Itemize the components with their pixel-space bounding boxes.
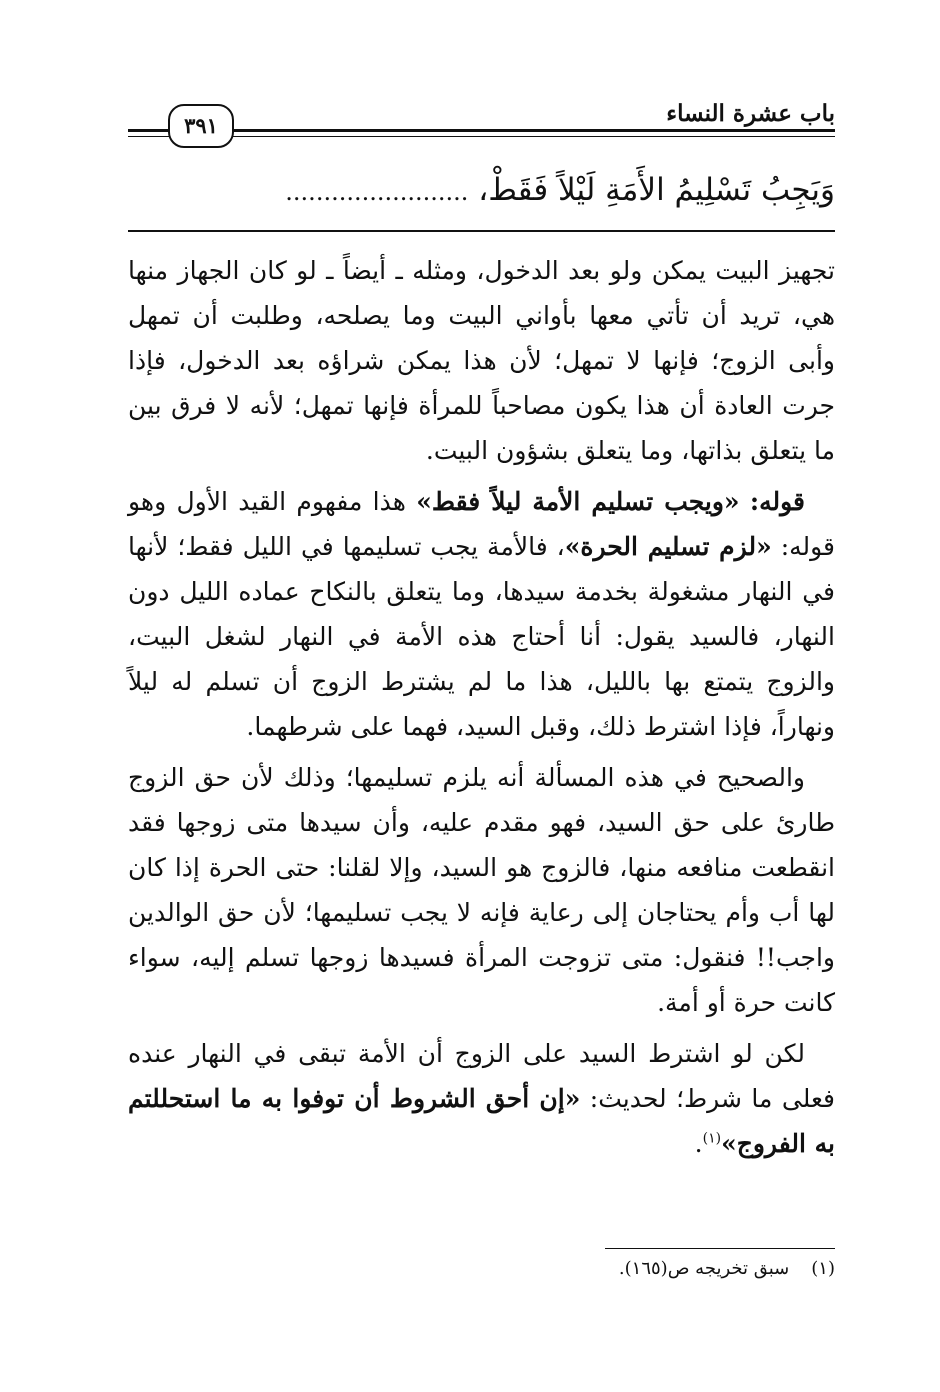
header-rule (232, 129, 835, 132)
paragraph (128, 1031, 835, 1166)
footnote-number: (١) (811, 1258, 835, 1279)
running-title: باب عشرة النساء (666, 100, 835, 127)
paragraph: تجهيز البيت يمكن ولو بعد الدخول، ومثله ـ أيضاً ـ لو كان الجهاز منها هي، تريد أن تأتي معها بأواني البيت وما يصلحه، وطلبت أن تمهل وأبى الزوج؛ فإنها لا تمهل؛ لأن هذا يمكن شراؤه بعد الدخول، فإذا جرت العادة أن هذا يكون مصاحباً للمرأة فإنها تمهل؛ لأنه لا فرق بين ما يتعلق بذاتها، وما يتعلق بشؤون البيت. (128, 256, 835, 465)
paragraph-text: لكن لو اشترط السيد على الزوج أن الأمة تبقى في النهار عنده فعلى ما شرط؛ لحديث: (128, 1039, 835, 1113)
matn-quote: «ويجب تسليم الأمة ليلاً فقط» (416, 487, 740, 516)
body-text (128, 248, 835, 1172)
footnote-text: سبق تخريجه ص(١٦٥). (618, 1258, 790, 1279)
footnote-reference: (١) (702, 1130, 722, 1147)
header-rule-left-thin (128, 136, 170, 137)
matn-text: وَيَجِبُ تَسْلِيمُ الأَمَةِ لَيْلاً فَقَطْ، (478, 172, 835, 208)
paragraph-text: ، فالأمة يجب تسليمها في الليل فقط؛ لأنها في النهار مشغولة بخدمة سيدها، وما يتعلق بالنكاح عماده الليل دون النهار، فالسيد يقول: أنا أحتاج هذه الأمة في النهار لشغل البيت، والزوج يتمتع بها بالليل، هذا ما لم يشترط الزوج أن تسلم له ليلاً ونهاراً، فإذا اشترط ذلك، وقبل السيد، فهما على شرطهما. (128, 532, 835, 741)
hadith-quote: «إن أحق الشروط أن توفوا به ما استحللتم به الفروج» (128, 1084, 835, 1158)
footnote (128, 1254, 835, 1284)
paragraph-end: . (694, 1129, 703, 1158)
matn-divider (128, 230, 835, 232)
paragraph: والصحيح في هذه المسألة أنه يلزم تسليمها؛ وذلك لأن حق الزوج طارئ على حق السيد، فهو مقدم عليه، وأن سيدها متى زوجها فقد انقطعت منافعه منها، فالزوج هو السيد، وإلا لقلنا: حتى الحرة إذا كان لها أب وأم يحتاجان إلى رعاية فإنه لا يجب تسليمها؛ لأن حق الوالدين واجب!! فنقول: متى تزوجت المرأة فسيدها زوجها تسلم إليه، سواء كانت حرة أو أمة. (128, 763, 835, 1017)
footnote-rule (605, 1248, 835, 1249)
header-rule-thin (232, 136, 835, 137)
matn-dots: ........................ (285, 178, 469, 206)
page-number: ٣٩١ (168, 104, 234, 148)
matn-line (128, 160, 835, 220)
matn-quote: «لزم تسليم الحرة» (564, 532, 772, 561)
paragraph-text: هذا مفهوم القيد الأول وهو قوله: (128, 487, 836, 561)
commentary-label: قوله: (749, 487, 805, 516)
paragraph (128, 479, 835, 749)
header-rule-left (128, 129, 170, 132)
